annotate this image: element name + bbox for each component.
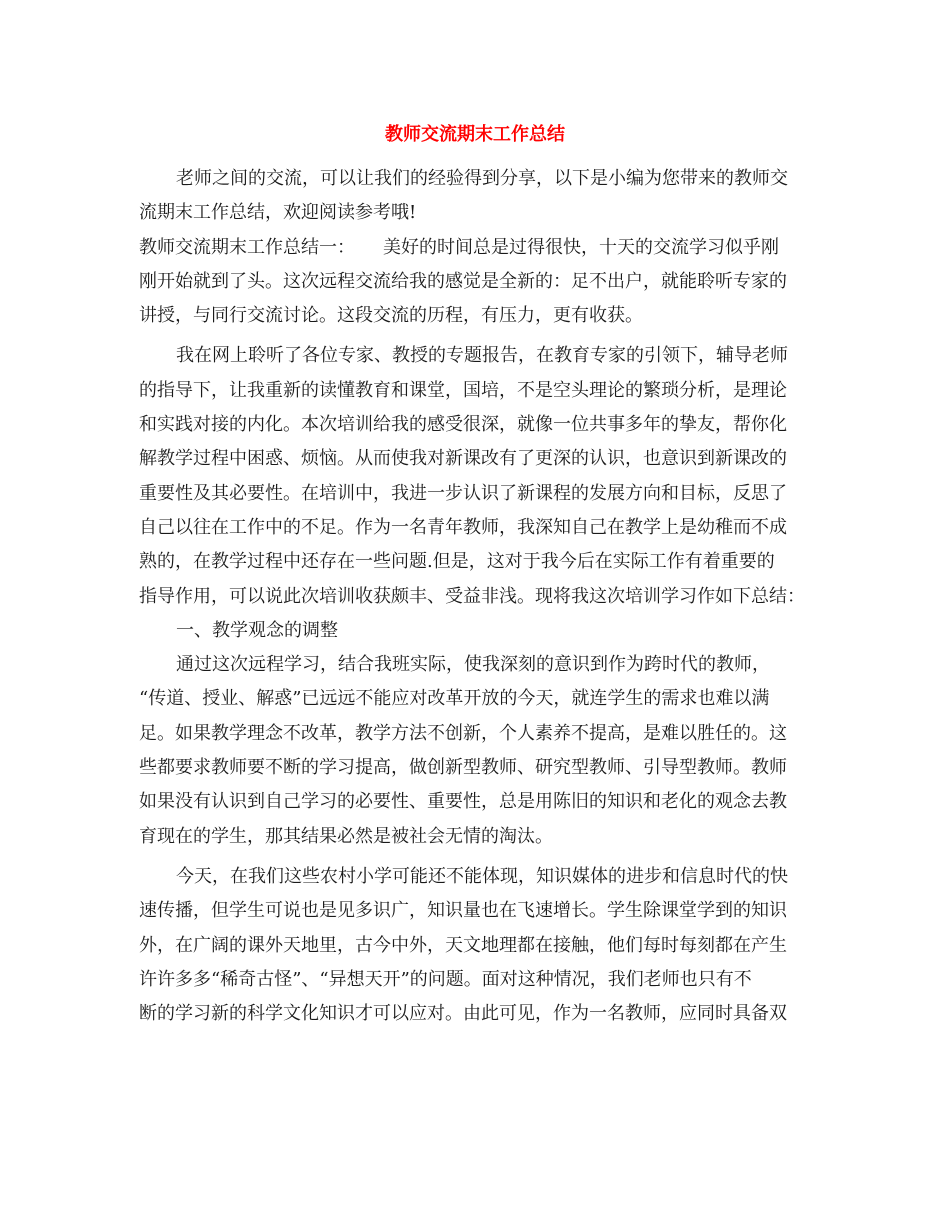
paragraph-line: 熟的，在教学过程中还存在一些问题.但是，这对于我今后在实际工作有着重要的 — [139, 551, 775, 573]
paragraph-line: 刚开始就到了头。这次远程交流给我的感觉是全新的：足不出户，就能聆听专家的 — [139, 270, 787, 292]
paragraph-line: 外，在广阔的课外天地里，古今中外，天文地理都在接触，他们每时每刻都在产生 — [139, 934, 787, 956]
paragraph-line: 和实践对接的内化。本次培训给我的感受很深，就像一位共事多年的挚友，帮你化 — [139, 414, 787, 436]
paragraph-line: 的指导下，让我重新的读懂教育和课堂，国培，不是空头理论的繁琐分析，是理论 — [139, 379, 787, 401]
paragraph-line: 重要性及其必要性。在培训中，我进一步认识了新课程的发展方向和目标，反思了 — [139, 482, 787, 504]
section-heading: 一、教学观念的调整 — [176, 619, 338, 641]
paragraph-line: 通过这次远程学习，结合我班实际，使我深刻的意识到作为跨时代的教师， — [176, 654, 770, 676]
paragraph-line: 解教学过程中困惑、烦恼。从而使我对新课改有了更深的认识，也意识到新课改的 — [139, 448, 787, 470]
paragraph-line: 指导作用，可以说此次培训收获颇丰、受益非浅。现将我这次培训学习作如下总结： — [139, 585, 805, 607]
paragraph-line: 断的学习新的科学文化知识才可以应对。由此可见，作为一名教师，应同时具备双 — [139, 1003, 787, 1025]
paragraph-line: 老师之间的交流，可以让我们的经验得到分享，以下是小编为您带来的教师交 — [176, 168, 788, 189]
paragraph-line: 讲授，与同行交流讨论。这段交流的历程，有压力，更有收获。 — [139, 305, 643, 327]
paragraph-line: 足。如果教学理念不改革，教学方法不创新，个人素养不提高，是难以胜任的。这 — [139, 722, 787, 744]
paragraph-line: 如果没有认识到自己学习的必要性、重要性，总是用陈旧的知识和老化的观念去教 — [139, 791, 787, 813]
paragraph-line: 许许多多“稀奇古怪”、“异想天开”的问题。面对这种情况，我们老师也只有不 — [139, 968, 752, 990]
paragraph-line: 自己以往在工作中的不足。作为一名青年教师，我深知自己在教学上是幼稚而不成 — [139, 516, 787, 538]
paragraph-line: 今天，在我们这些农村小学可能还不能体现，知识媒体的进步和信息时代的快 — [176, 865, 788, 887]
section-heading: 教师交流期末工作总结一： — [139, 236, 355, 258]
document-title: 教师交流期末工作总结 — [385, 124, 565, 145]
paragraph-line: 速传播，但学生可说也是见多识广，知识量也在飞速增长。学生除课堂学到的知识 — [139, 900, 787, 922]
paragraph-line: 育现在的学生，那其结果必然是被社会无情的淘汰。 — [139, 825, 553, 847]
paragraph-line: 流期末工作总结，欢迎阅读参考哦! — [139, 202, 417, 224]
document-body — [139, 162, 814, 1031]
paragraph-line: 我在网上聆听了各位专家、教授的专题报告，在教育专家的引领下，辅导老师 — [176, 345, 788, 367]
paragraph-line: 些都要求教师要不断的学习提高，做创新型教师、研究型教师、引导型教师。教师 — [139, 757, 787, 779]
paragraph-text: 美好的时间总是过得很快，十天的交流学习似乎刚 — [383, 236, 779, 258]
paragraph-line — [139, 231, 814, 265]
paragraph-line: “传道、授业、解惑”已远远不能应对改革开放的今天，就连学生的需求也难以满 — [139, 688, 770, 710]
